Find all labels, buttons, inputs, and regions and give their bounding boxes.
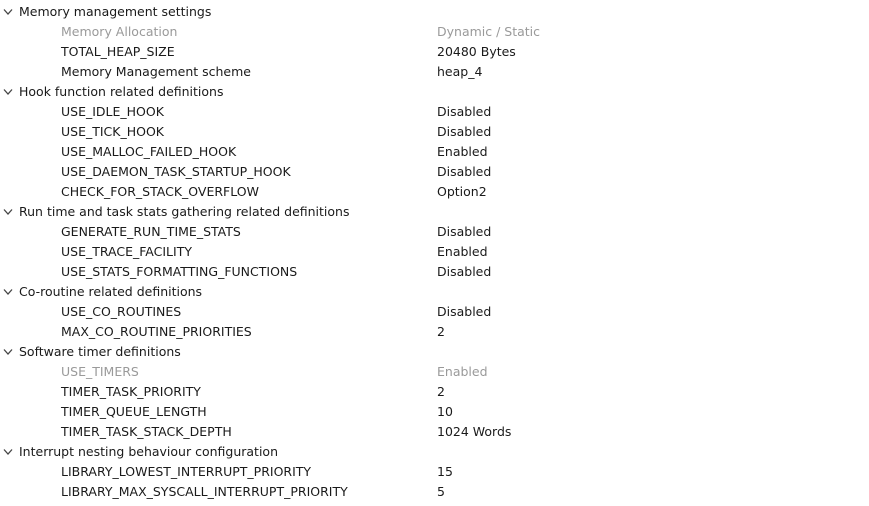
- param-name: USE_IDLE_HOOK: [61, 104, 164, 119]
- param-name: TIMER_TASK_STACK_DEPTH: [61, 424, 232, 439]
- chevron-down-icon[interactable]: [3, 88, 13, 96]
- param-name: Memory Management scheme: [61, 64, 251, 79]
- param-name: TOTAL_HEAP_SIZE: [61, 44, 175, 59]
- param-row[interactable]: [0, 122, 869, 142]
- param-row[interactable]: [0, 262, 869, 282]
- param-row[interactable]: [0, 382, 869, 402]
- param-value[interactable]: Disabled: [437, 264, 492, 279]
- param-value[interactable]: 1024 Words: [437, 424, 512, 439]
- group-title: Hook function related definitions: [19, 84, 224, 99]
- param-value[interactable]: 15: [437, 464, 453, 479]
- param-value[interactable]: Disabled: [437, 164, 492, 179]
- param-name: LIBRARY_LOWEST_INTERRUPT_PRIORITY: [61, 464, 312, 479]
- param-row: [0, 362, 869, 382]
- param-value[interactable]: Enabled: [437, 244, 488, 259]
- group-title: Run time and task stats gathering related definitions: [19, 204, 350, 219]
- param-name: USE_DAEMON_TASK_STARTUP_HOOK: [61, 164, 291, 179]
- group-title: Co-routine related definitions: [19, 284, 203, 299]
- param-name: Memory Allocation: [61, 24, 178, 39]
- param-value[interactable]: 10: [437, 404, 453, 419]
- param-row[interactable]: [0, 42, 869, 62]
- param-name: USE_TIMERS: [61, 364, 139, 379]
- param-name: USE_MALLOC_FAILED_HOOK: [61, 144, 237, 159]
- param-value[interactable]: Disabled: [437, 304, 492, 319]
- chevron-down-icon[interactable]: [3, 288, 13, 296]
- group-hook-functions[interactable]: [0, 82, 869, 102]
- param-value[interactable]: Enabled: [437, 144, 488, 159]
- param-name: USE_TICK_HOOK: [61, 124, 165, 139]
- param-row[interactable]: [0, 142, 869, 162]
- param-value[interactable]: Option2: [437, 184, 487, 199]
- param-row[interactable]: [0, 102, 869, 122]
- chevron-down-icon[interactable]: [3, 348, 13, 356]
- param-value: Enabled: [437, 364, 488, 379]
- param-value[interactable]: Disabled: [437, 104, 492, 119]
- param-row[interactable]: [0, 162, 869, 182]
- param-row[interactable]: [0, 482, 869, 502]
- param-value[interactable]: 2: [437, 384, 445, 399]
- param-value[interactable]: 2: [437, 324, 445, 339]
- param-row[interactable]: [0, 182, 869, 202]
- group-title: Memory management settings: [19, 4, 212, 19]
- group-software-timers[interactable]: [0, 342, 869, 362]
- param-row[interactable]: [0, 322, 869, 342]
- param-row[interactable]: [0, 402, 869, 422]
- param-name: TIMER_QUEUE_LENGTH: [61, 404, 207, 419]
- chevron-down-icon[interactable]: [3, 448, 13, 456]
- param-value[interactable]: Disabled: [437, 224, 492, 239]
- param-name: USE_STATS_FORMATTING_FUNCTIONS: [61, 264, 298, 279]
- param-row[interactable]: [0, 302, 869, 322]
- param-value[interactable]: Disabled: [437, 124, 492, 139]
- param-name: GENERATE_RUN_TIME_STATS: [61, 224, 241, 239]
- group-title: Software timer definitions: [19, 344, 181, 359]
- param-row[interactable]: [0, 242, 869, 262]
- param-name: CHECK_FOR_STACK_OVERFLOW: [61, 184, 259, 199]
- param-value[interactable]: 5: [437, 484, 445, 499]
- chevron-down-icon[interactable]: [3, 208, 13, 216]
- group-interrupt-nesting[interactable]: [0, 442, 869, 462]
- group-run-time-stats[interactable]: [0, 202, 869, 222]
- param-value: Dynamic / Static: [437, 24, 541, 39]
- param-row[interactable]: [0, 462, 869, 482]
- param-name: LIBRARY_MAX_SYSCALL_INTERRUPT_PRIORITY: [61, 484, 348, 499]
- param-name: TIMER_TASK_PRIORITY: [61, 384, 201, 399]
- group-co-routines[interactable]: [0, 282, 869, 302]
- param-row: [0, 22, 869, 42]
- param-row[interactable]: [0, 222, 869, 242]
- param-name: USE_TRACE_FACILITY: [61, 244, 192, 259]
- param-value[interactable]: heap_4: [437, 64, 483, 79]
- group-memory-management[interactable]: [0, 2, 869, 22]
- param-name: USE_CO_ROUTINES: [61, 304, 182, 319]
- chevron-down-icon[interactable]: [3, 8, 13, 16]
- param-row[interactable]: [0, 62, 869, 82]
- group-title: Interrupt nesting behaviour configuration: [19, 444, 278, 459]
- param-value[interactable]: 20480 Bytes: [437, 44, 516, 59]
- param-name: MAX_CO_ROUTINE_PRIORITIES: [61, 324, 252, 339]
- param-row[interactable]: [0, 422, 869, 442]
